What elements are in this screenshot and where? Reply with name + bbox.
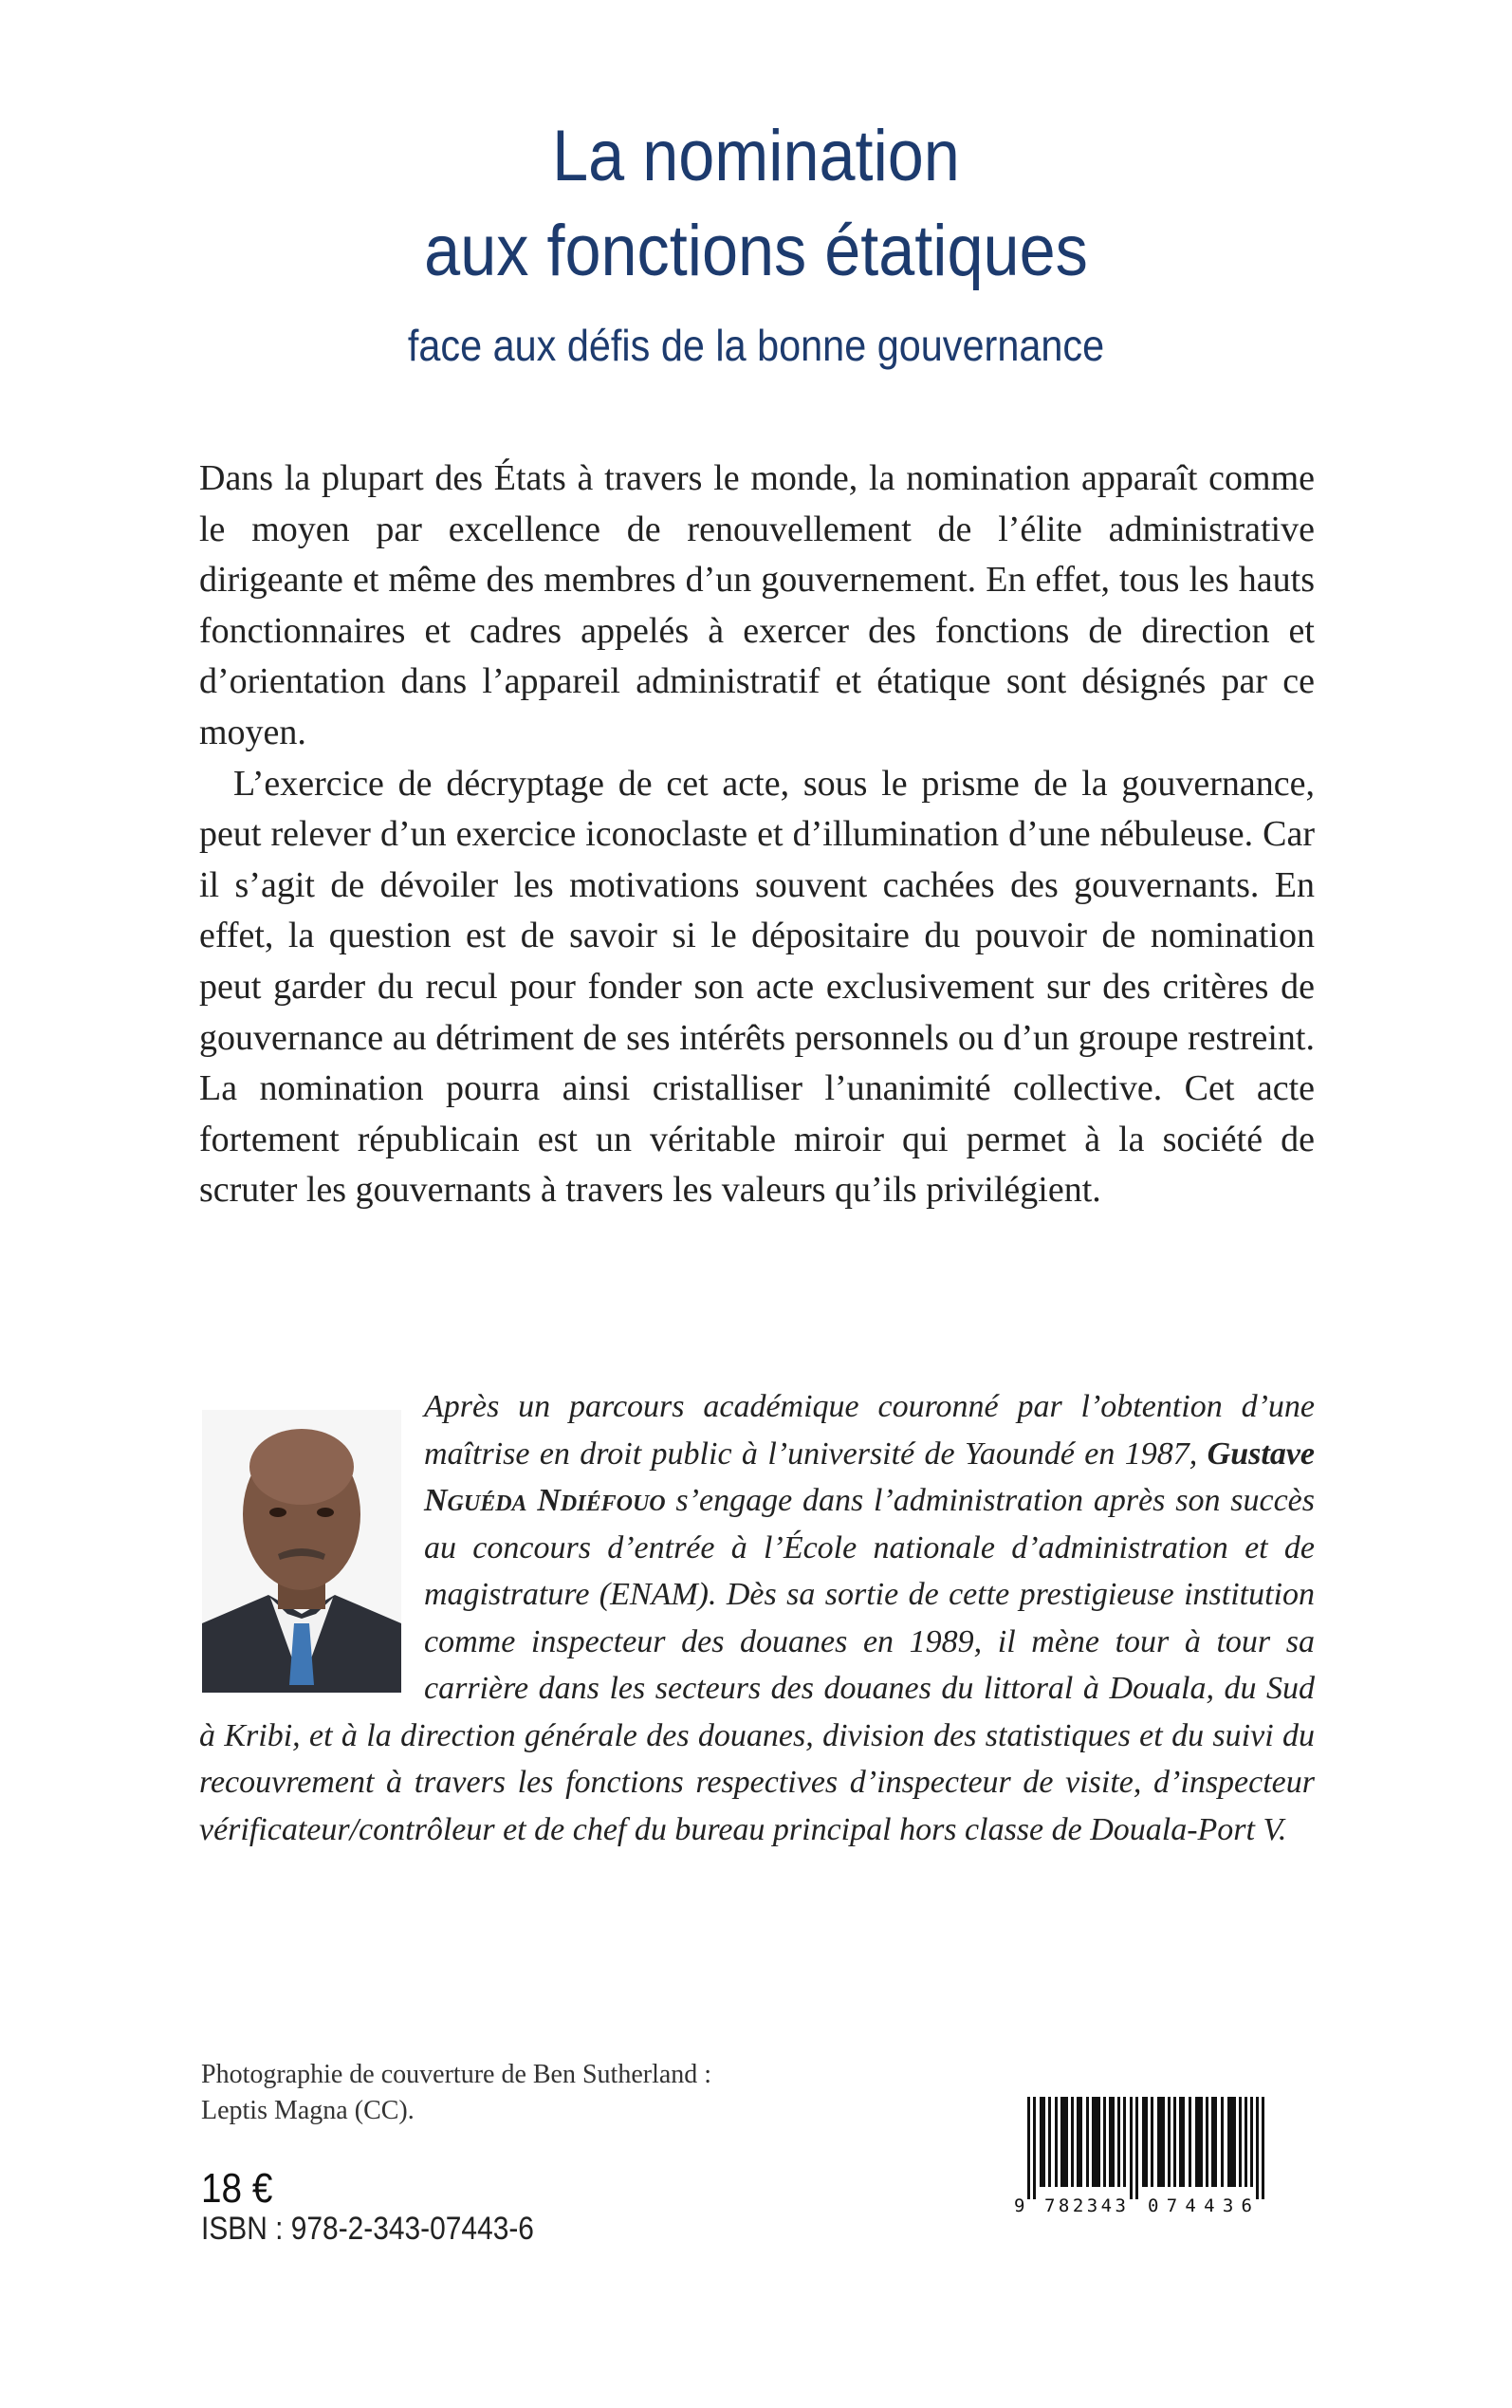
barcode bbox=[1010, 2097, 1285, 2215]
isbn: ISBN : 978-2-343-07443-6 bbox=[201, 2211, 534, 2247]
barcode-digits-left: 782343 bbox=[1044, 2195, 1126, 2215]
author-photo bbox=[202, 1410, 401, 1693]
barcode-icon bbox=[1010, 2097, 1285, 2215]
author-first-name: Gustave bbox=[1207, 1436, 1315, 1472]
photo-credit bbox=[201, 2057, 711, 2129]
author-last-name: Nguéda Ndiéfouo bbox=[424, 1483, 666, 1518]
title-line-2: aux fonctions étatiques bbox=[424, 211, 1088, 291]
photo-credit-line-1: Photographie de couverture de Ben Sutherland : bbox=[201, 2060, 712, 2089]
bio-rest: s’engage dans l’administration après son succès au concours d’entrée à l’École nationale d’administration et de magistrature (ENAM). Dès sa sortie de cette prestigieuse institution comme inspecteur des douanes en 1989, il mène tour à tour sa carrière dans les secteurs des douanes du littoral à Douala, du Sud à Kribi, et à la direction générale des douanes, division des statistiques et du suivi du recouvrement à travers les fonctions respectives d’inspecteur de visite, d’inspecteur vérificateur/contrôleur et de chef du bureau principal hors classe de Douala-Port V. bbox=[199, 1483, 1315, 1847]
summary-paragraph: Dans la plupart des États à travers le monde, la nomination apparaît comme le moyen par excellence de renouvellement de l’élite administrative dirigeante et même des membres d’un gouvernement. En effet, tous les hauts fonctionnaires et cadres appelés à exercer des fonctions de direction et d’orientation dans l’appareil administratif et étatique sont désignés par ce moyen. bbox=[199, 458, 1315, 752]
barcode-digits-right: 074436 bbox=[1148, 2195, 1252, 2215]
price: 18 € bbox=[201, 2165, 273, 2212]
subtitle: face aux défis de la bonne gouvernance bbox=[407, 321, 1105, 370]
summary-text bbox=[199, 454, 1315, 1216]
barcode-digit-first: 9 bbox=[1014, 2195, 1025, 2215]
author-bio bbox=[199, 1383, 1315, 1853]
summary-paragraph: L’exercice de décryptage de cet acte, sous le prisme de la gouvernance, peut relever d’un exercice iconoclaste et d’illumination d’une nébuleuse. Car il s’agit de dévoiler les motivations souvent cachées des gouvernants. En effet, la question est de savoir si le dépositaire du pouvoir de nomination peut garder du recul pour fonder son acte exclusivement sur des critères de gouvernance au détriment de ses intérêts personnels ou d’un groupe restreint. La nomination pourra ainsi cristalliser l’unanimité collective. Cet acte fortement républicain est un véritable miroir qui permet à la société de scruter les gouvernants à travers les valeurs qu’ils privilégient. bbox=[199, 763, 1315, 1211]
photo-credit-line-2: Leptis Magna (CC). bbox=[201, 2096, 415, 2125]
author-portrait-icon bbox=[202, 1410, 401, 1693]
title-line-1: La nomination bbox=[552, 116, 960, 196]
bio-intro: Après un parcours académique couronné par l’obtention d’une maîtrise en droit public à l’université de Yaoundé en 1987, bbox=[424, 1389, 1315, 1472]
